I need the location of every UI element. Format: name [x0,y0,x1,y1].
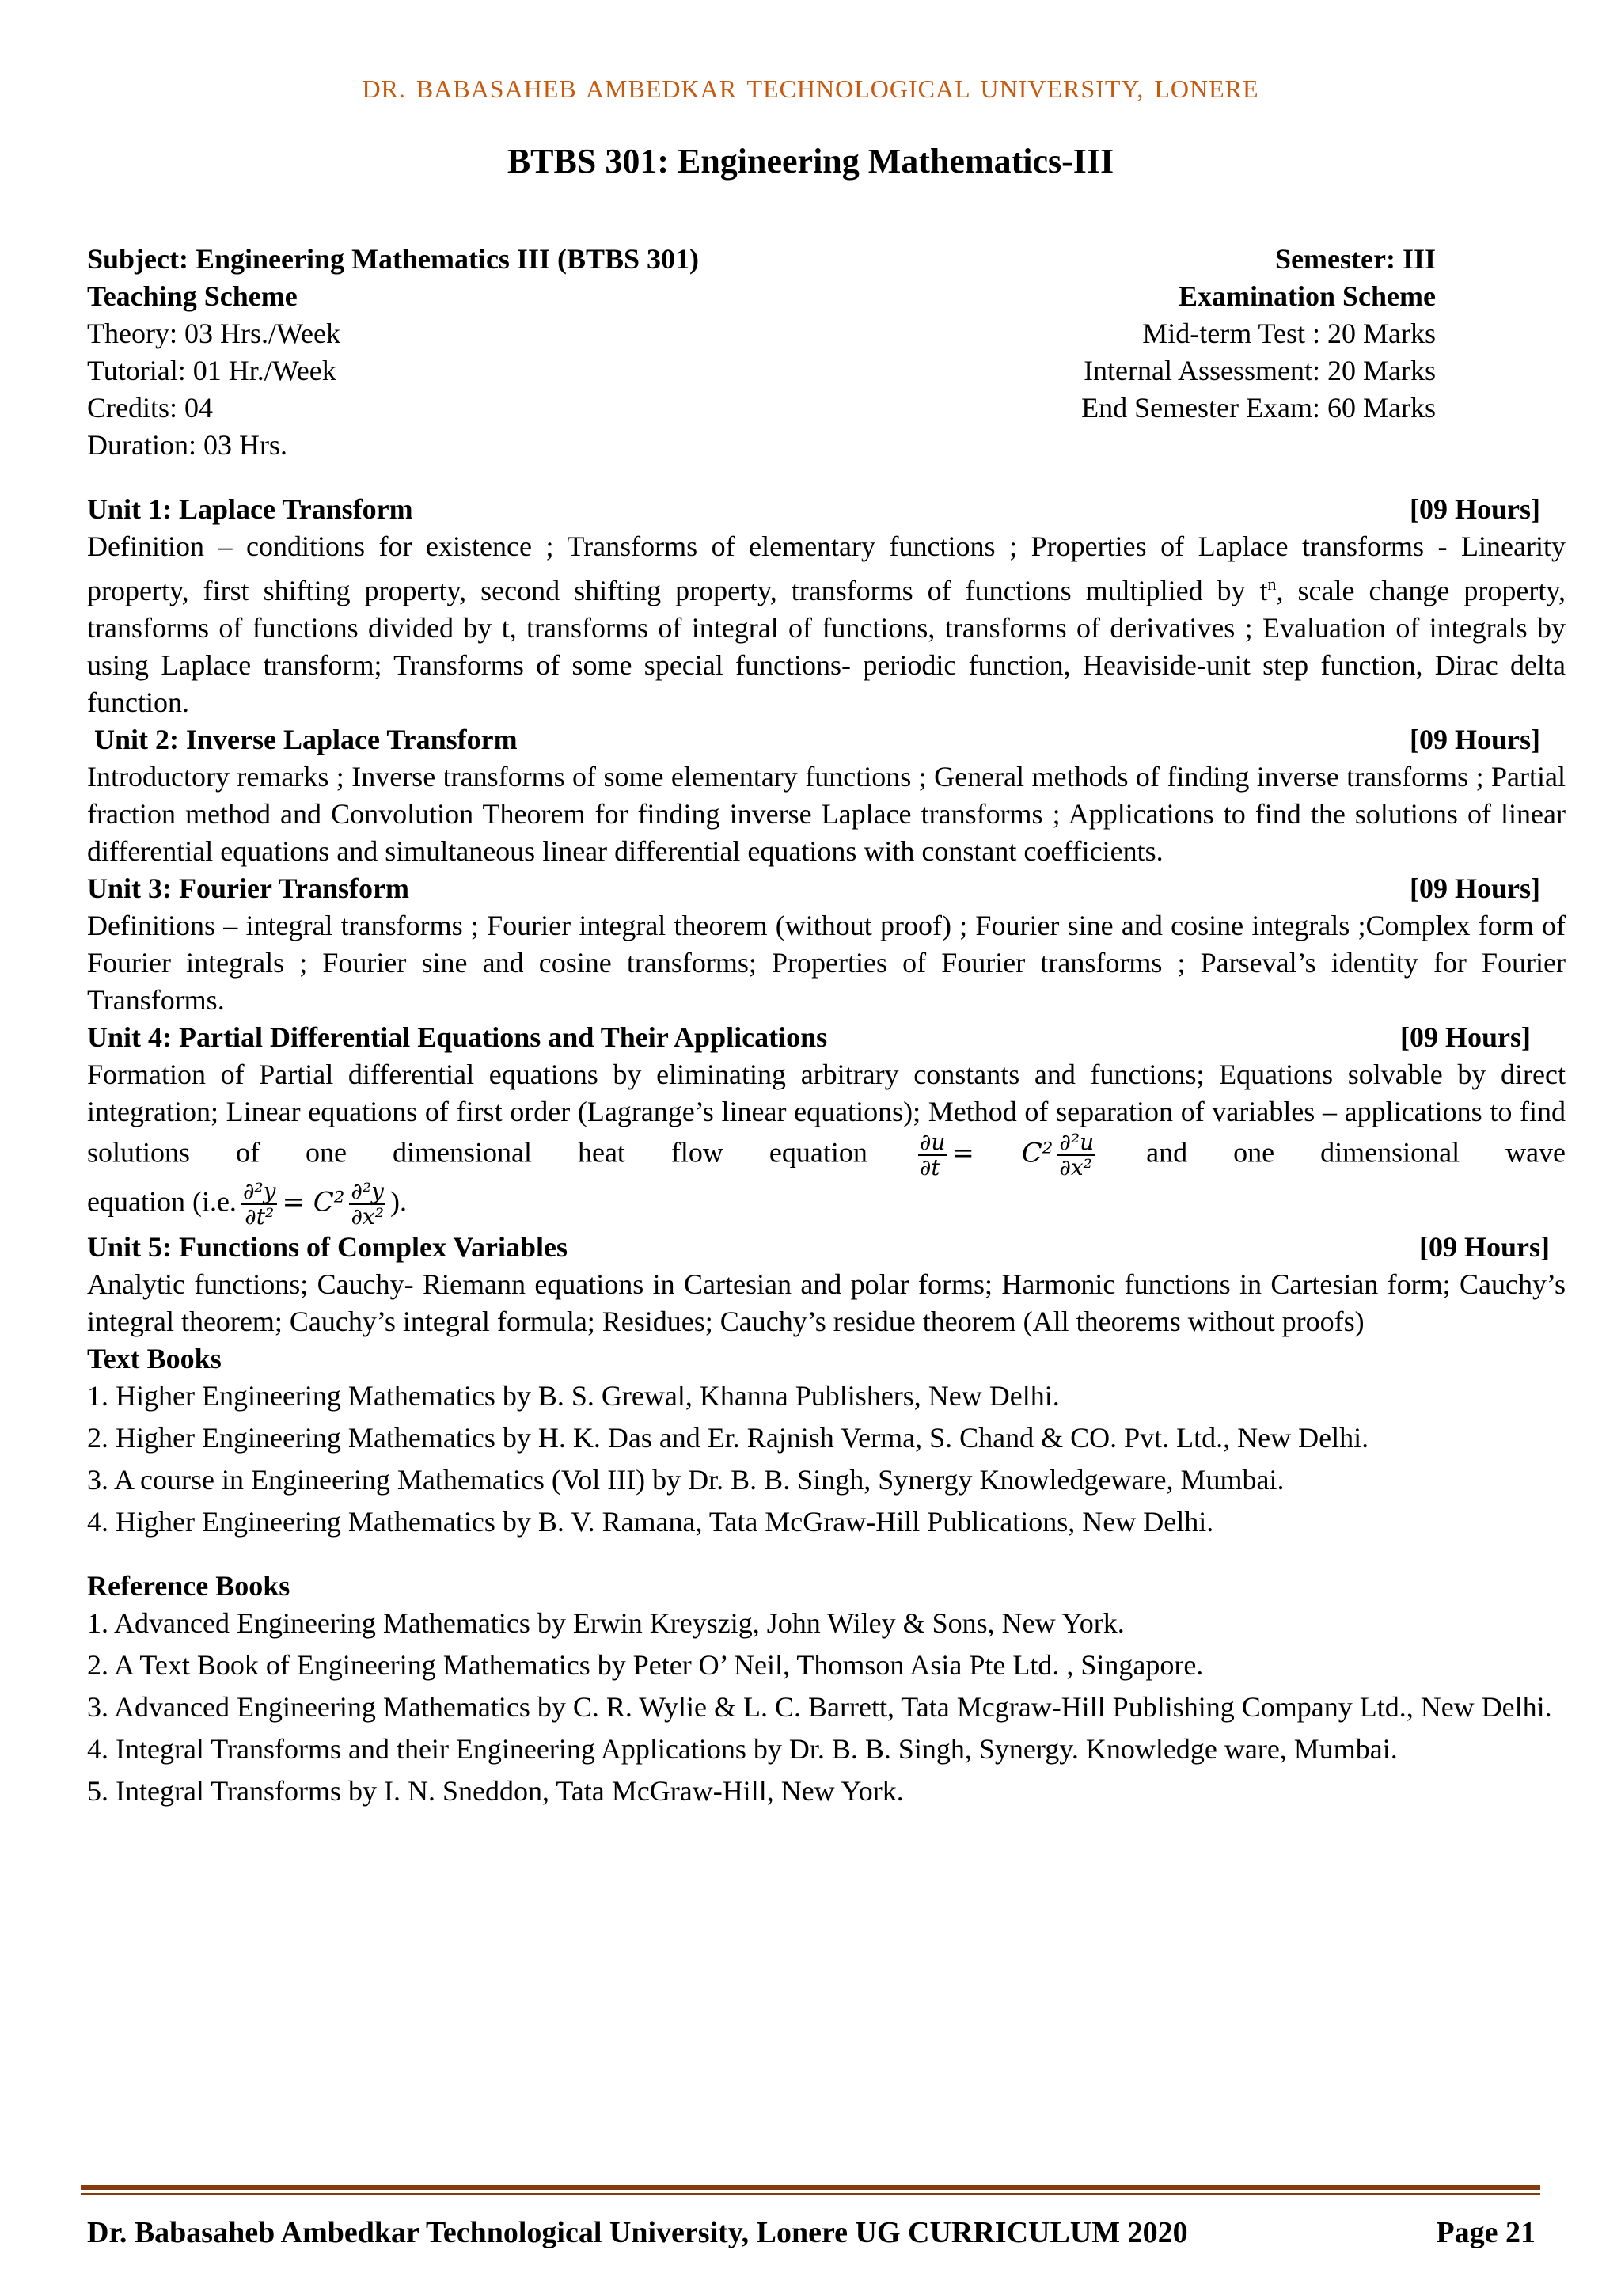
page-content [87,241,1566,1815]
unit-4-heading [87,1019,1566,1056]
text-book-item: 2. Higher Engineering Mathematics by H. K. Das and Er. Rajnish Verma, S. Chand & CO. Pvt. Ltd., New Delhi. [87,1422,1369,1454]
unit-2-title: Unit 2: Inverse Laplace Transform [87,724,518,755]
heat-eq-lhs-den: ∂t [919,1154,940,1180]
course-title: BTBS 301: Engineering Mathematics-III [507,142,1114,181]
unit-1-hours: [09 Hours] [1410,493,1540,525]
university-header: DR. BABASAHEB AMBEDKAR TECHNOLOGICAL UNIVERSITY, LONERE [362,74,1259,103]
unit-2-heading [87,721,1566,758]
internal-marks: Internal Assessment: 20 Marks [1084,355,1436,386]
unit-3-heading [87,870,1566,907]
text-book-item: 4. Higher Engineering Mathematics by B. V. Ramana, Tata McGraw-Hill Publications, New Delhi. [87,1506,1214,1538]
duration: Duration: 03 Hrs. [87,429,287,461]
unit-3-title: Unit 3: Fourier Transform [87,872,409,904]
examination-scheme-heading: Examination Scheme [1178,280,1436,312]
text-book-item: 1. Higher Engineering Mathematics by B. S. Grewal, Khanna Publishers, New Delhi. [87,1380,1060,1412]
page-number: Page 21 [1436,2216,1536,2249]
unit-1-text-a: Definition – conditions for existence ; Transforms of elementary functions ; Properties of Laplace transforms - Linearity property, first shifting property, second shifting property, transforms of functions multiplied by t [87,530,1566,606]
heat-eq-equals: = C² [951,1137,1053,1169]
wave-eq-lhs-num: ∂²y [242,1178,276,1204]
unit-5-hours: [09 Hours] [1419,1231,1550,1263]
page-footer [87,2215,1536,2250]
footer-rule-thin [81,2193,1540,2195]
unit-4-text-b: and one dimensional wave [1146,1136,1566,1169]
wave-eq-rhs-den: ∂x² [351,1203,384,1230]
unit-4-body [87,1056,1566,1180]
footer-text: Dr. Babasaheb Ambedkar Technological University, Lonere UG CURRICULUM 2020 [87,2216,1188,2249]
unit-3-body: Definitions – integral transforms ; Fourier integral theorem (without proof) ; Fourier sine and cosine integrals ;Complex form of Fourier integrals ; Fourier sine and cosine transforms; Properties of Fourier transforms ; Parseval’s identity for Fourier Transforms. [87,910,1566,1016]
reference-books-list [87,1605,1566,1810]
wave-eq-rhs-fraction [349,1180,385,1229]
wave-eq-equals: = C² [282,1186,345,1218]
reference-book-item: 5. Integral Transforms by I. N. Sneddon, Tata McGraw-Hill, New York. [87,1775,904,1807]
credits: Credits: 04 [87,392,213,424]
heat-eq-rhs-fraction [1057,1131,1095,1180]
unit-1-heading [87,491,1566,528]
unit-3-hours: [09 Hours] [1410,872,1540,904]
text-books-list [87,1378,1566,1541]
semester-line: Semester: III [1275,243,1436,275]
unit-5-heading [87,1229,1566,1266]
teaching-scheme-heading: Teaching Scheme [87,280,298,312]
unit-1-superscript: n [1267,574,1277,594]
course-meta [87,241,1566,464]
unit-5-body: Analytic functions; Cauchy- Riemann equations in Cartesian and polar forms; Harmonic functions in Cartesian form; Cauchy’s integral theorem; Cauchy’s integral formula; Residues; Cauchy’s residue theorem (All theorems without proofs) [87,1268,1566,1337]
wave-eq-lhs-den: ∂t² [245,1203,275,1230]
unit-4-text-a: Formation of Partial differential equations by eliminating arbitrary constants and functions; Equations solvable by direct integration; Linear equations of first order (Lagrange’s linear equations); Method of separation of variables – applications to find solutions of one dimensional heat flow equation [87,1059,1566,1169]
reference-books-heading: Reference Books [87,1570,290,1602]
unit-4-hours: [09 Hours] [1400,1021,1531,1053]
unit-1-title: Unit 1: Laplace Transform [87,493,413,525]
unit-2-hours: [09 Hours] [1410,724,1540,755]
subject-line: Subject: Engineering Mathematics III (BTBS 301) [87,243,699,275]
heat-eq-rhs-den: ∂x² [1059,1154,1092,1180]
spacer [87,1545,1566,1568]
unit-4-title: Unit 4: Partial Differential Equations and Their Applications [87,1021,828,1053]
meta-left-column [87,241,845,464]
spacer [87,464,1566,491]
heat-eq-lhs-num: ∂u [919,1129,946,1155]
footer-rule-thick [81,2185,1540,2190]
unit-4-text-c: equation (i.e. [87,1185,237,1218]
reference-book-item: 4. Integral Transforms and their Engineering Applications by Dr. B. B. Singh, Synergy. Knowledge ware, Mumbai. [87,1733,1398,1765]
unit-5-title: Unit 5: Functions of Complex Variables [87,1231,568,1263]
wave-eq-lhs-fraction [241,1180,278,1229]
midterm-marks: Mid-term Test : 20 Marks [1142,317,1436,349]
end-sem-marks: End Semester Exam: 60 Marks [1081,392,1436,424]
text-book-item: 3. A course in Engineering Mathematics (Vol III) by Dr. B. B. Singh, Synergy Knowledgeware, Mumbai. [87,1464,1285,1496]
tutorial-hours: Tutorial: 01 Hr./Week [87,355,336,386]
text-books-heading: Text Books [87,1343,222,1374]
heat-eq-rhs-num: ∂²u [1059,1129,1095,1155]
reference-book-item: 2. A Text Book of Engineering Mathematics by Peter O’ Neil, Thomson Asia Pte Ltd. , Singapore. [87,1649,1204,1681]
unit-4-body-end [87,1180,1566,1229]
reference-book-item: 1. Advanced Engineering Mathematics by Erwin Kreyszig, John Wiley & Sons, New York. [87,1607,1125,1639]
heat-eq-lhs-fraction [918,1131,947,1180]
reference-book-item: 3. Advanced Engineering Mathematics by C. R. Wylie & L. C. Barrett, Tata Mcgraw-Hill Publishing Company Ltd., New Delhi. [87,1691,1552,1723]
meta-right-column [845,241,1566,464]
wave-eq-rhs-num: ∂²y [351,1178,384,1204]
unit-1-text-b: , scale change property, transforms of functions divided by t, transforms of integral of functions, transforms of derivatives ; Evaluation of integrals by using Laplace transform; Transforms of some special functions- periodic function, Heaviside-unit step function, Dirac delta function. [87,575,1566,718]
theory-hours: Theory: 03 Hrs./Week [87,317,341,349]
unit-4-text-d: ). [389,1185,407,1218]
unit-2-body: Introductory remarks ; Inverse transforms of some elementary functions ; General methods of finding inverse transforms ; Partial fraction method and Convolution Theorem for finding inverse Laplace transforms ; Applications to find the solutions of linear differential equations and simultaneous linear differential equations with constant coefficients. [87,761,1566,867]
unit-1-body [87,528,1566,721]
